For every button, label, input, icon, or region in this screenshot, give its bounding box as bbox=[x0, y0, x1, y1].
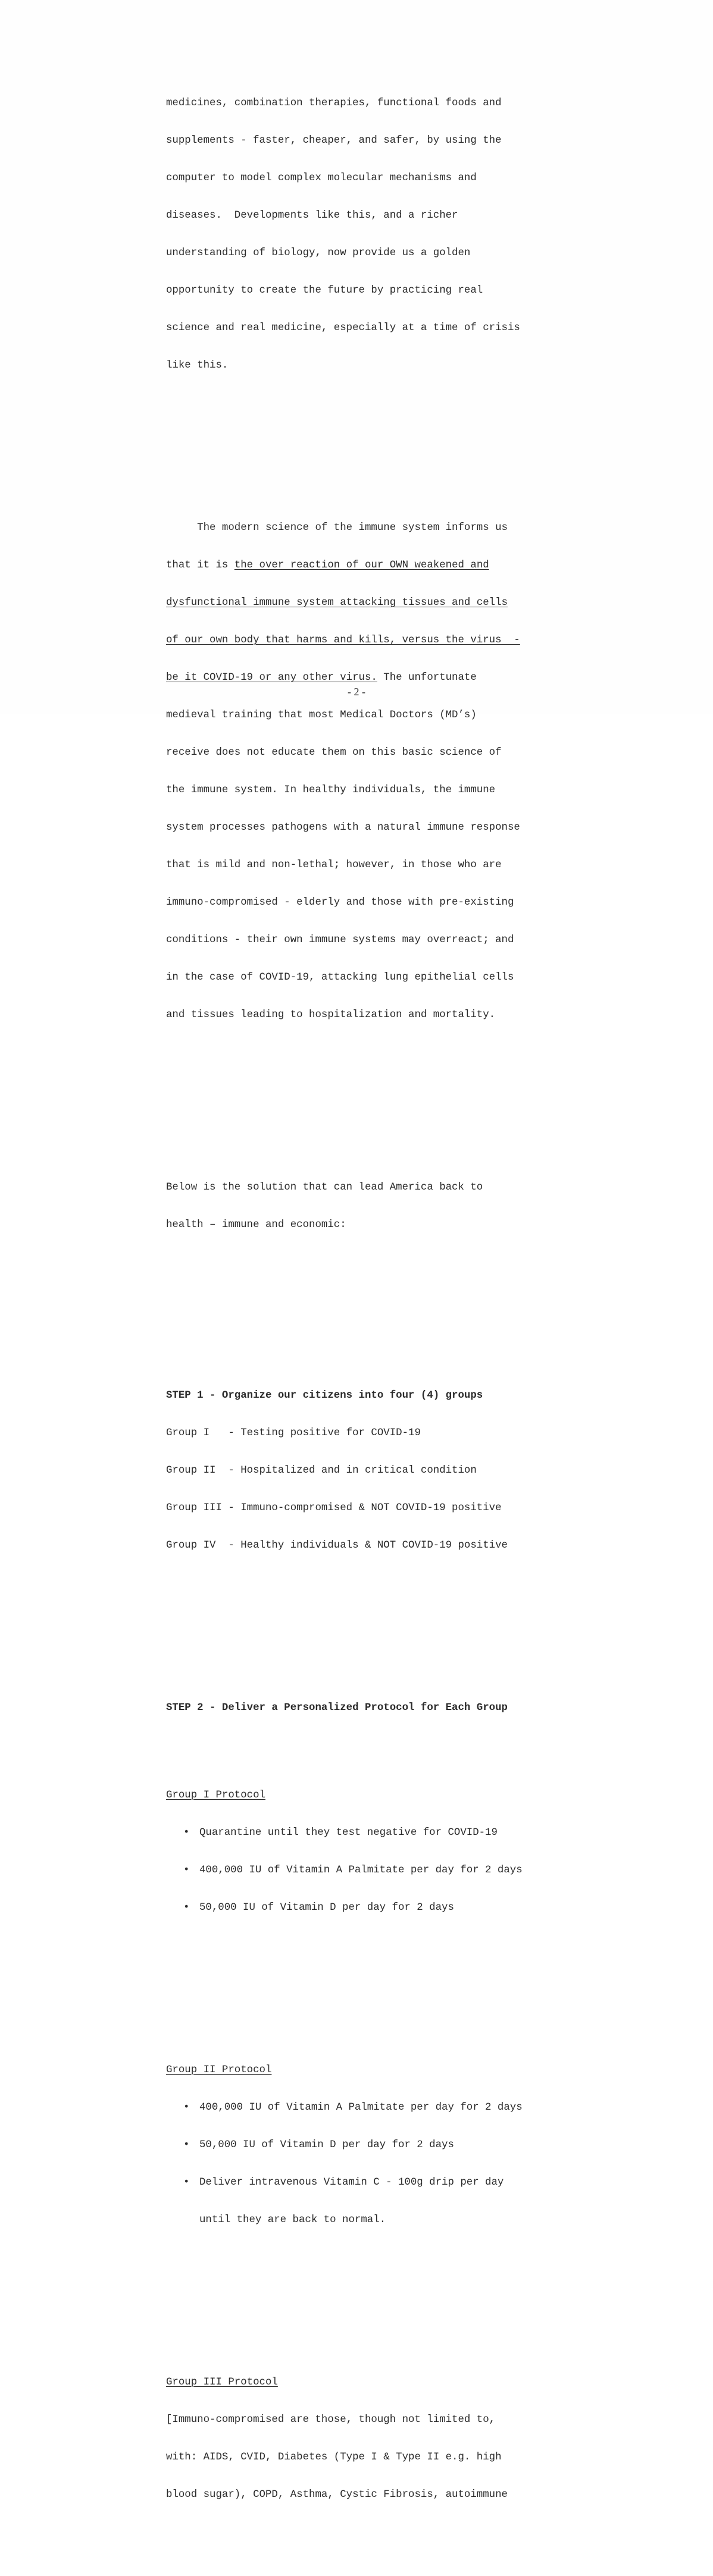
spacer bbox=[166, 2289, 559, 2301]
text-line: computer to model complex molecular mechanisms and bbox=[166, 172, 477, 184]
text-line bbox=[166, 597, 559, 609]
text-line: medicines, combination therapies, functional foods and bbox=[166, 98, 502, 109]
text-line: and tissues leading to hospitalization and mortality. bbox=[166, 1009, 496, 1021]
text-line: system processes pathogens with a natural immune response bbox=[166, 822, 520, 833]
bullet-continuation: until they are back to normal. bbox=[199, 2214, 386, 2226]
underlined-text: be it COVID-19 or any other virus. bbox=[166, 672, 377, 683]
text-line: [Immuno-compromised are those, though not limited to, bbox=[166, 2414, 496, 2426]
document-body bbox=[166, 22, 559, 2576]
group-2-protocol bbox=[166, 2039, 559, 2251]
spacer bbox=[166, 434, 559, 447]
bullet-text: Deliver intravenous Vitamin C - 100g drip per day bbox=[199, 2177, 504, 2188]
underlined-text: dysfunctional immune system attacking tissues and cells bbox=[166, 597, 508, 608]
bullet-text: 50,000 IU of Vitamin D per day for 2 days bbox=[199, 1902, 454, 1913]
text-line bbox=[166, 634, 559, 647]
protocol-title-line bbox=[166, 2376, 559, 2389]
text-line: diseases. Developments like this, and a richer bbox=[166, 210, 458, 221]
text-line bbox=[166, 672, 559, 684]
bullet-item bbox=[166, 2176, 559, 2189]
spacer bbox=[166, 1294, 559, 1314]
text-line: in the case of COVID-19, attacking lung epithelial cells bbox=[166, 972, 514, 983]
paragraph-immune-system bbox=[166, 497, 559, 1046]
text-line: Below is the solution that can lead America back to bbox=[166, 1182, 483, 1193]
bullet-icon: • bbox=[183, 2177, 190, 2188]
bullet-item bbox=[166, 1902, 559, 1914]
spacer bbox=[166, 1976, 559, 1989]
spacer bbox=[166, 1084, 559, 1106]
text-line: blood sugar), COPD, Asthma, Cystic Fibrosis, autoimmune bbox=[166, 2489, 508, 2500]
group-line: Group I - Testing positive for COVID-19 bbox=[166, 1427, 421, 1439]
protocol-title: Group II Protocol bbox=[166, 2064, 272, 2076]
bullet-icon: • bbox=[183, 1902, 190, 1913]
text-line: receive does not educate them on this basic science of bbox=[166, 747, 502, 758]
protocol-title: Group III Protocol bbox=[166, 2377, 278, 2388]
bullet-icon: • bbox=[183, 2139, 190, 2151]
bullet-icon: • bbox=[183, 1865, 190, 1876]
text-line: supplements - faster, cheaper, and safer, by using the bbox=[166, 135, 502, 146]
text-line: the immune system. In healthy individuals, the immune bbox=[166, 785, 496, 796]
spacer bbox=[166, 1614, 559, 1627]
page-number: - 2 - bbox=[348, 686, 365, 698]
bullet-text: Quarantine until they test negative for COVID-19 bbox=[199, 1827, 498, 1838]
bullet-icon: • bbox=[183, 2102, 190, 2113]
group-line: Group III - Immuno-compromised & NOT COVID-19 positive bbox=[166, 1502, 502, 1514]
protocol-title: Group I Protocol bbox=[166, 1790, 265, 1801]
bullet-icon: • bbox=[183, 1827, 190, 1838]
step-1-section bbox=[166, 1364, 559, 1577]
bullet-text: 50,000 IU of Vitamin D per day for 2 days bbox=[199, 2139, 454, 2151]
bullet-item bbox=[166, 1827, 559, 1839]
text-line: like this. bbox=[166, 360, 229, 371]
text-line: with: AIDS, CVID, Diabetes (Type I & Type II e.g. high bbox=[166, 2452, 502, 2463]
text-line: health – immune and economic: bbox=[166, 1219, 346, 1231]
text-line: The modern science of the immune system informs us bbox=[166, 522, 508, 534]
underlined-text: of our own body that harms and kills, versus the virus - bbox=[166, 635, 520, 646]
paragraph-solution bbox=[166, 1156, 559, 1256]
group-3-protocol bbox=[166, 2351, 559, 2526]
step-2-heading: STEP 2 - Deliver a Personalized Protocol for Each Group bbox=[166, 1702, 508, 1714]
bullet-item bbox=[166, 2101, 559, 2114]
text-line bbox=[166, 559, 559, 572]
text-line: opportunity to create the future by practicing real bbox=[166, 285, 483, 296]
paragraph-intro bbox=[166, 72, 559, 397]
group-line: Group II - Hospitalized and in critical condition bbox=[166, 1465, 477, 1476]
text-line: science and real medicine, especially at a time of crisis bbox=[166, 322, 520, 334]
text-line: immuno-compromised - elderly and those with pre-existing bbox=[166, 897, 514, 908]
step-2-section bbox=[166, 1677, 559, 2551]
text-line: medieval training that most Medical Doctors (MD’s) bbox=[166, 710, 477, 721]
group-1-protocol bbox=[166, 1764, 559, 1939]
text-segment: The unfortunate bbox=[377, 672, 477, 683]
underlined-text: the over reaction of our OWN weakened and bbox=[234, 560, 489, 571]
step-1-heading: STEP 1 - Organize our citizens into four (4) groups bbox=[166, 1390, 483, 1401]
protocol-title-line bbox=[166, 2064, 559, 2076]
bullet-item bbox=[166, 2139, 559, 2151]
protocol-title-line bbox=[166, 1789, 559, 1802]
bullet-text: 400,000 IU of Vitamin A Palmitate per day for 2 days bbox=[199, 2102, 523, 2113]
bullet-item bbox=[166, 1864, 559, 1877]
text-line: understanding of biology, now provide us a golden bbox=[166, 247, 471, 259]
group-line: Group IV - Healthy individuals & NOT COVID-19 positive bbox=[166, 1540, 508, 1551]
text-line: conditions - their own immune systems may overreact; and bbox=[166, 934, 514, 946]
text-line: that is mild and non-lethal; however, in those who are bbox=[166, 859, 502, 871]
bullet-text: 400,000 IU of Vitamin A Palmitate per day for 2 days bbox=[199, 1865, 523, 1876]
text-segment: that it is bbox=[166, 560, 234, 571]
